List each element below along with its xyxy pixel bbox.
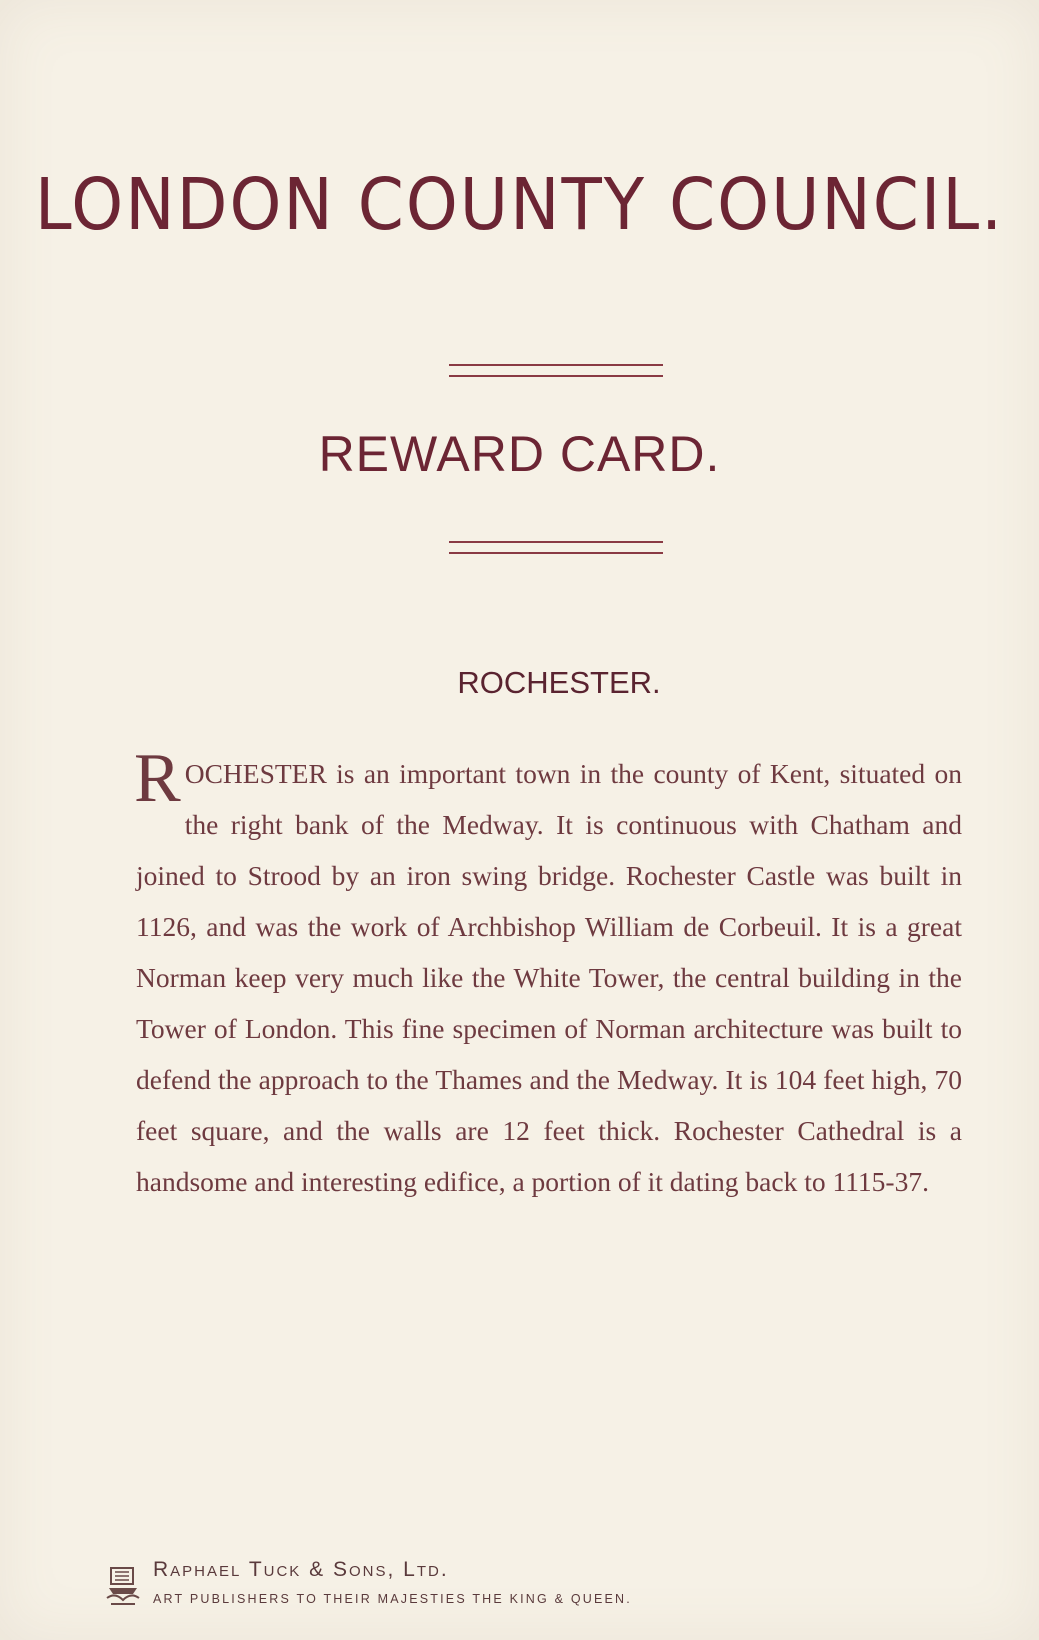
publisher-name: Raphael Tuck & Sons, Ltd. bbox=[153, 1558, 449, 1581]
publisher-appointment: ART PUBLISHERS TO THEIR MAJESTIES THE KING & QUEEN. bbox=[153, 1592, 632, 1606]
drop-cap: R bbox=[134, 740, 181, 817]
first-word-rest: OCHESTER bbox=[184, 758, 327, 789]
article-text: is an important town in the county of Kent, situated on the right bank of the Medway. It is continuous with Chatham and joined to Strood by an iron swing bridge. Rochester Castle was built in 1126, and was the work of Archbishop William de Corbeuil. It is a great Norman keep very much like the White Tower, the central building in the Tower of London. This fine specimen of Norman architecture was built to defend the approach to the Thames and the Medway. It is 104 feet high, 70 feet square, and the walls are 12 feet thick. Rochester Cathedral is a handsome and interesting edifice, a portion of it dating back to 1115-37. bbox=[136, 758, 962, 1197]
council-title: LONDON COUNTY COUNCIL. bbox=[34, 162, 1005, 247]
card-title: REWARD CARD. bbox=[318, 426, 721, 482]
article-body bbox=[134, 740, 962, 1207]
double-rule-bottom bbox=[449, 541, 663, 554]
article-heading: ROCHESTER. bbox=[457, 665, 661, 700]
double-rule-top bbox=[449, 364, 663, 377]
publisher-emblem-icon bbox=[105, 1564, 141, 1608]
